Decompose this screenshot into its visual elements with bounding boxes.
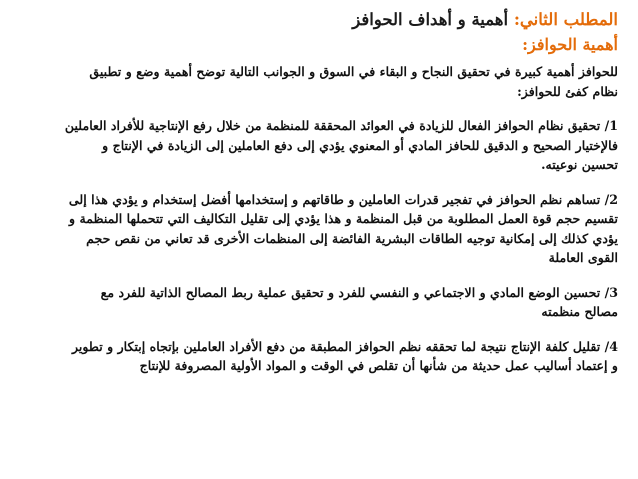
intro-line: للحوافز أهمية كبيرة في تحقيق النجاح و البقاء في السوق و الجوانب التالية توضح أهمية وضع و تطبيق (89, 64, 618, 79)
point-2-paragraph (20, 190, 618, 268)
point-line: مصالح منظمته (541, 304, 618, 319)
section-heading (20, 8, 618, 32)
point-line: تقسيم حجم قوة العمل المطلوبة من قبل المنظمة و هذا يؤدي إلى تقليل التكاليف التي تتحملها المنظمة و (69, 211, 618, 226)
point-line: و إعتماد أساليب عمل حديثة من شأنها أن تقلص في الوقت و المواد الأولية المصروفة للإنتاج (139, 358, 618, 373)
intro-paragraph (20, 62, 618, 101)
heading-title: أهمية و أهداف الحوافز (352, 10, 514, 29)
point-line: فالإختيار الصحيح و الدقيق للحافز المادي أو المعنوي يؤدي إلى دفع العاملين إلى الزيادة في الإنتاج و (102, 137, 618, 153)
point-line: تحسين نوعيته. (541, 157, 618, 172)
point-line: يؤدي كذلك إلى إمكانية توجيه الطاقات البشرية الفائضة إلى المنظمات الأخرى قد تعاني من نقص حجم (86, 230, 618, 246)
point-line: 4/ تقليل كلفة الإنتاج نتيجة لما تحققه نظم الحوافز المطبقة من دفع الأفراد العاملين بإتجاه إبتكار و تطوير (71, 338, 618, 354)
point-line: 1/ تحقيق نظام الحوافز الفعال للزيادة في العوائد المحققة للمنظمة من خلال رفع الإنتاجية للأفراد العاملين (64, 118, 618, 133)
point-3-paragraph (20, 283, 618, 322)
point-line: القوى العاملة (548, 250, 618, 265)
point-line: 3/ تحسين الوضع المادي و الاجتماعي و النفسي للفرد و تحقيق عملية ربط المصالح الذاتية للفرد مع (100, 284, 618, 300)
point-line: 2/ تساهم نظم الحوافز في تفجير قدرات العاملين و طاقاتهم و إستخدامها أفضل إستخدام و يؤدي هذا إلى (68, 191, 618, 207)
subheading: أهمية الحوافز: (522, 35, 618, 54)
point-4-paragraph (20, 337, 618, 376)
heading-prefix: المطلب الثاني: (513, 10, 618, 29)
intro-line: نظام كفئ للحوافز: (517, 83, 618, 99)
point-1-paragraph (20, 116, 618, 175)
